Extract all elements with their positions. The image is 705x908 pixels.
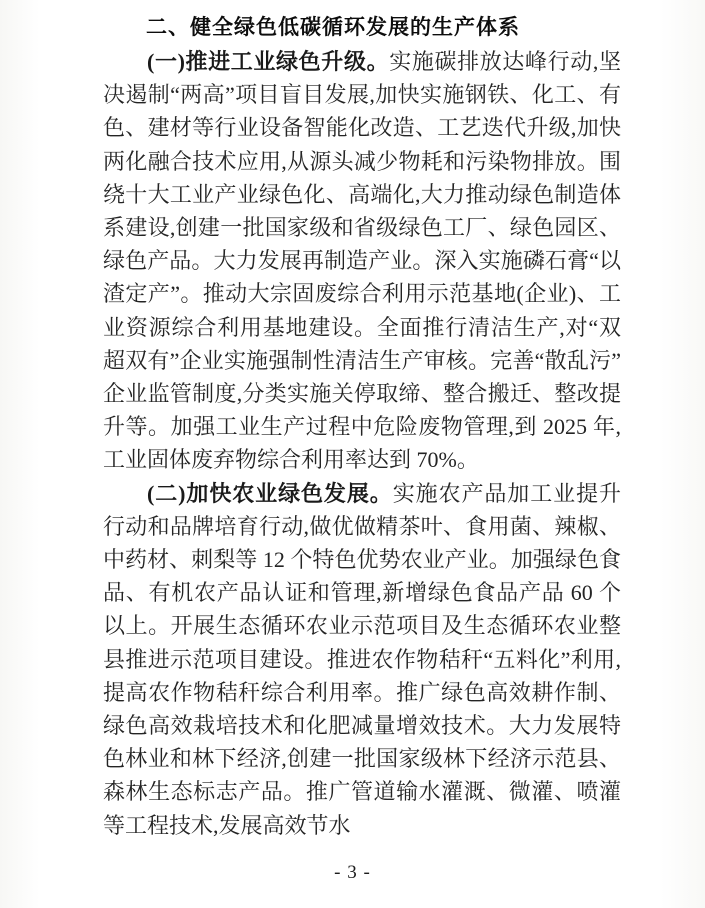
- paragraph-agriculture-green-development: [103, 477, 621, 842]
- paragraph-1-text: 实施碳排放达峰行动,坚决遏制“两高”项目盲目发展,加快实施钢铁、化工、有色、建材等行业设备智能化改造、工艺迭代升级,加快两化融合技术应用,从源头减少物耗和污染物排放。围绕十大工业产业绿色化、高端化,大力推动绿色制造体系建设,创建一批国家级和省级绿色工厂、绿色园区、绿色产品。大力发展再制造产业。深入实施磷石膏“以渣定产”。推动大宗固废综合利用示范基地(企业)、工业资源综合利用基地建设。全面推行清洁生产,对“双超双有”企业实施强制性清洁生产审核。完善“散乱污”企业监管制度,分类实施关停取缔、整合搬迁、整改提升等。加强工业生产过程中危险废物管理,到 2025 年,工业固体废弃物综合利用率达到 70%。: [103, 49, 621, 473]
- section-heading: 二、健全绿色低碳循环发展的生产体系: [146, 16, 520, 39]
- paragraph-2-text: 实施农产品加工业提升行动和品牌培育行动,做优做精茶叶、食用菌、辣椒、中药材、刺梨等 12 个特色优势农业产业。加强绿色食品、有机农产品认证和管理,新增绿色食品产品 60 个以上。开展生态循环农业示范项目及生态循环农业整县推进示范项目建设。推进农作物秸秆“五料化”利用,提高农作物秸秆综合利用率。推广绿色高效耕作制、绿色高效栽培技术和化肥减量增效技术。大力发展特色林业和林下经济,创建一批国家级林下经济示范县、森林生态标志产品。推广管道输水灌溉、微灌、喷灌等工程技术,发展高效节水: [103, 480, 621, 838]
- paragraph-industry-green-upgrade: [103, 45, 621, 477]
- paragraph-1-lead: (一)推进工业绿色升级。: [147, 49, 390, 74]
- page-number: - 3 -: [334, 862, 371, 883]
- document-text-block: [103, 11, 621, 842]
- paragraph-2-lead: (二)加快农业绿色发展。: [147, 480, 393, 506]
